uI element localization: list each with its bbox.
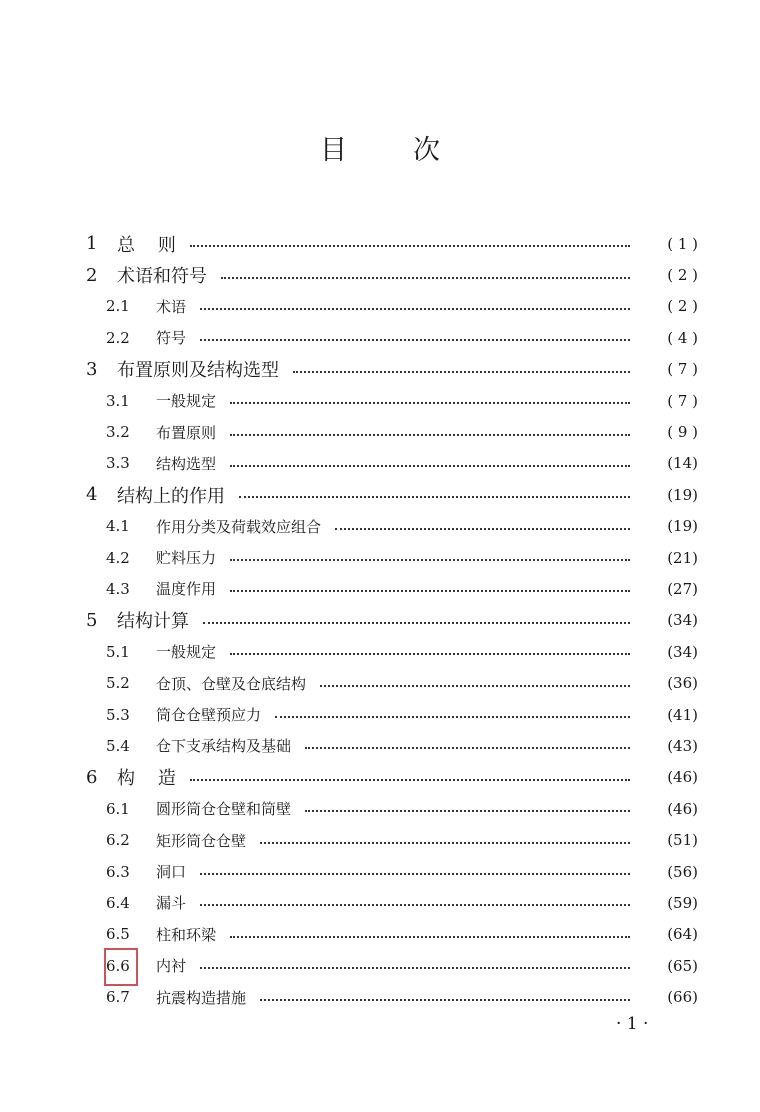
toc-section-entry <box>86 919 698 950</box>
dot-leader <box>305 809 630 812</box>
toc-entry-page: (19) <box>667 485 698 504</box>
toc-entry-number: 5.2 <box>106 674 130 693</box>
toc-entry-number: 5.4 <box>106 736 130 755</box>
toc-entry-page: (14) <box>667 454 698 473</box>
toc-entry-title: 抗震构造措施 <box>156 988 247 1007</box>
toc-entry-page: (66) <box>667 988 698 1007</box>
toc-section-entry <box>86 667 698 698</box>
dot-leader <box>293 370 630 373</box>
toc-entry-number: 2.2 <box>106 328 130 347</box>
dot-leader <box>200 966 630 969</box>
dot-leader <box>260 841 630 844</box>
table-of-contents <box>86 228 698 1013</box>
toc-section-entry <box>86 542 698 573</box>
toc-entry-number: 6.6 <box>106 956 130 975</box>
toc-chapter-entry <box>86 259 698 290</box>
toc-entry-number: 4.3 <box>106 579 130 598</box>
toc-entry-page: ( 2 ) <box>667 266 698 285</box>
toc-entry-number: 6 <box>86 766 98 788</box>
toc-section-entry <box>86 730 698 761</box>
toc-chapter-entry <box>86 762 698 793</box>
toc-entry-title: 仓顶、仓壁及仓底结构 <box>156 674 307 693</box>
dot-leader <box>200 338 630 341</box>
toc-entry-title: 术语 <box>156 297 187 316</box>
toc-entry-page: ( 7 ) <box>667 391 698 410</box>
toc-entry-title: 矩形筒仓仓壁 <box>156 831 247 850</box>
toc-entry-page: (46) <box>667 768 698 787</box>
toc-section-entry <box>86 887 698 918</box>
toc-entry-title: 构 造 <box>117 768 176 790</box>
toc-chapter-entry <box>86 479 698 510</box>
toc-entry-page: (21) <box>667 548 698 567</box>
toc-section-entry <box>86 793 698 824</box>
toc-section-entry <box>86 448 698 479</box>
toc-section-entry <box>86 385 698 416</box>
toc-entry-page: (36) <box>667 674 698 693</box>
toc-entry-title: 结构上的作用 <box>117 485 225 507</box>
toc-entry-title: 柱和环梁 <box>156 925 217 944</box>
dot-leader <box>190 244 630 247</box>
toc-entry-page: (56) <box>667 862 698 881</box>
toc-section-entry <box>86 322 698 353</box>
toc-entry-title: 一般规定 <box>156 392 217 411</box>
dot-leader <box>230 401 630 404</box>
toc-entry-number: 6.3 <box>106 862 130 881</box>
toc-entry-title: 作用分类及荷载效应组合 <box>156 517 322 536</box>
toc-chapter-entry <box>86 605 698 636</box>
watermark-seal <box>104 948 138 986</box>
toc-entry-page: ( 4 ) <box>667 328 698 347</box>
toc-section-entry <box>86 824 698 855</box>
toc-entry-number: 6.1 <box>106 799 130 818</box>
dot-leader <box>200 872 630 875</box>
toc-entry-title: 结构计算 <box>117 611 189 633</box>
page-title <box>0 128 760 167</box>
dot-leader <box>239 495 630 498</box>
toc-section-entry <box>86 291 698 322</box>
toc-entry-page: (27) <box>667 579 698 598</box>
toc-entry-page: (64) <box>667 925 698 944</box>
dot-leader <box>230 935 630 938</box>
dot-leader <box>305 746 630 749</box>
toc-section-entry <box>86 856 698 887</box>
toc-section-entry <box>86 636 698 667</box>
toc-entry-title: 洞口 <box>156 863 187 881</box>
toc-entry-number: 5 <box>86 609 98 631</box>
toc-entry-title: 一般规定 <box>156 643 217 662</box>
page-number: · 1 · <box>616 1014 649 1034</box>
dot-leader <box>221 276 630 279</box>
toc-entry-number: 3.3 <box>106 454 130 473</box>
toc-section-entry <box>86 950 698 981</box>
toc-entry-title: 布置原则及结构选型 <box>117 360 279 382</box>
toc-entry-number: 2.1 <box>106 297 130 316</box>
toc-entry-number: 4 <box>86 484 98 506</box>
dot-leader <box>230 464 630 467</box>
toc-entry-page: (19) <box>667 517 698 536</box>
toc-entry-title: 仓下支承结构及基础 <box>156 737 292 756</box>
toc-entry-number: 2 <box>86 264 98 286</box>
toc-entry-page: ( 1 ) <box>667 234 698 253</box>
dot-leader <box>260 998 630 1001</box>
dot-leader <box>200 307 630 310</box>
toc-entry-number: 4.2 <box>106 548 130 567</box>
toc-entry-title: 总 则 <box>117 234 176 256</box>
title-char-2: 次 <box>413 135 440 166</box>
dot-leader <box>230 558 630 561</box>
toc-entry-page: (59) <box>667 893 698 912</box>
toc-entry-title: 圆形筒仓仓壁和筒壁 <box>156 800 292 819</box>
toc-entry-page: (34) <box>667 642 698 661</box>
dot-leader <box>200 903 630 906</box>
toc-entry-title: 结构选型 <box>156 454 217 473</box>
toc-entry-page: (51) <box>667 831 698 850</box>
toc-entry-title: 术语和符号 <box>117 266 207 288</box>
toc-entry-title: 内衬 <box>156 957 187 976</box>
dot-leader <box>230 433 630 436</box>
dot-leader <box>203 621 630 624</box>
toc-entry-page: (43) <box>667 736 698 755</box>
dot-leader <box>230 589 630 592</box>
dot-leader <box>230 652 630 655</box>
toc-chapter-entry <box>86 354 698 385</box>
toc-entry-number: 4.1 <box>106 517 130 536</box>
toc-entry-page: ( 9 ) <box>667 423 698 442</box>
toc-entry-number: 6.4 <box>106 893 130 912</box>
toc-entry-page: (65) <box>667 956 698 975</box>
toc-section-entry <box>86 699 698 730</box>
toc-entry-page: ( 2 ) <box>667 297 698 316</box>
toc-entry-page: (34) <box>667 611 698 630</box>
toc-section-entry <box>86 416 698 447</box>
toc-section-entry <box>86 573 698 604</box>
toc-entry-number: 3 <box>86 358 98 380</box>
toc-entry-number: 5.3 <box>106 705 130 724</box>
toc-entry-title: 布置原则 <box>156 423 217 442</box>
title-char-1: 目 <box>320 135 347 166</box>
toc-entry-page: ( 7 ) <box>667 360 698 379</box>
dot-leader <box>275 715 630 718</box>
toc-entry-title: 筒仓仓壁预应力 <box>156 706 262 725</box>
toc-entry-page: (46) <box>667 799 698 818</box>
dot-leader <box>320 684 630 687</box>
toc-chapter-entry <box>86 228 698 259</box>
toc-entry-number: 3.2 <box>106 423 130 442</box>
toc-entry-title: 符号 <box>156 329 187 348</box>
toc-section-entry <box>86 511 698 542</box>
toc-entry-number: 6.2 <box>106 831 130 850</box>
dot-leader <box>190 778 630 781</box>
toc-entry-number: 6.5 <box>106 925 130 944</box>
toc-entry-page: (41) <box>667 705 698 724</box>
toc-entry-title: 漏斗 <box>156 894 187 913</box>
toc-entry-number: 5.1 <box>106 642 130 661</box>
toc-entry-title: 温度作用 <box>156 580 217 599</box>
toc-entry-title: 贮料压力 <box>156 549 217 568</box>
toc-entry-number: 1 <box>86 233 98 255</box>
toc-entry-number: 6.7 <box>106 988 130 1007</box>
toc-section-entry <box>86 981 698 1012</box>
toc-entry-number: 3.1 <box>106 391 130 410</box>
dot-leader <box>335 527 630 530</box>
